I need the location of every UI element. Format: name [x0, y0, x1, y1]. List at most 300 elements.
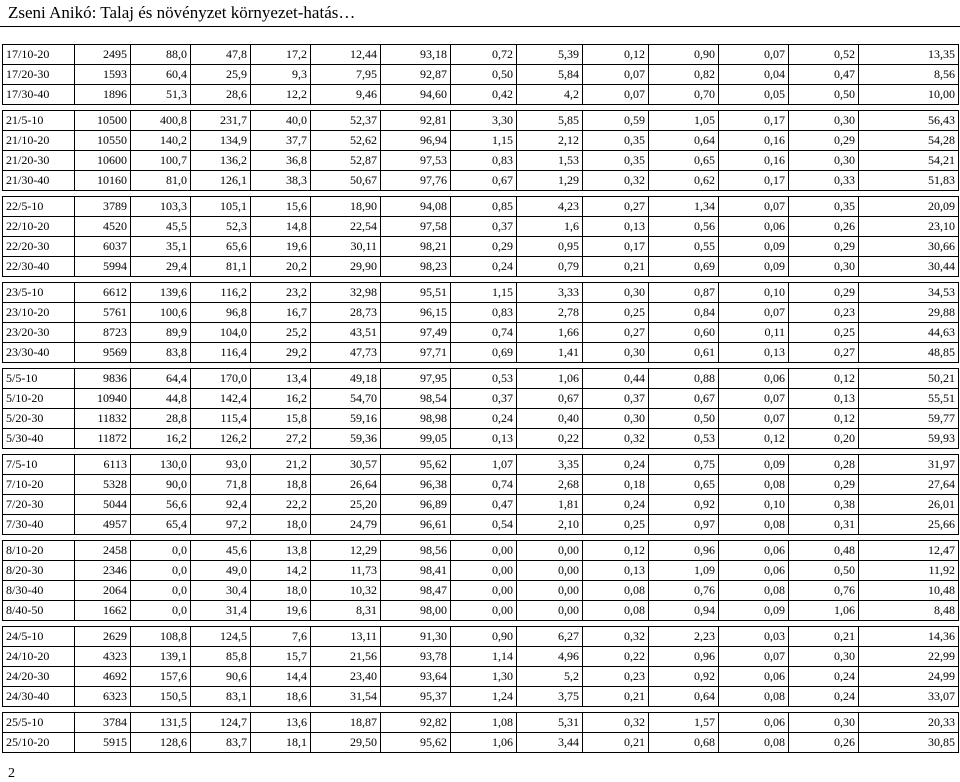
value-cell: 0,16: [719, 151, 789, 171]
value-cell: 25,66: [859, 515, 959, 535]
value-cell: 0,27: [583, 197, 649, 217]
value-cell: 18,6: [251, 687, 311, 707]
value-cell: 93,64: [381, 667, 451, 687]
value-cell: 0,88: [649, 369, 719, 389]
value-cell: 0,65: [649, 475, 719, 495]
value-cell: 0,00: [517, 541, 583, 561]
value-cell: 10,48: [859, 581, 959, 601]
value-cell: 14,2: [251, 561, 311, 581]
table-row: [3, 733, 959, 753]
value-cell: 103,3: [131, 197, 191, 217]
sample-id-cell: 7/30-40: [3, 515, 75, 535]
value-cell: 95,62: [381, 733, 451, 753]
value-cell: 0,30: [583, 283, 649, 303]
value-cell: 0,64: [649, 131, 719, 151]
value-cell: 88,0: [131, 45, 191, 65]
value-cell: 3789: [75, 197, 131, 217]
value-cell: 60,4: [131, 65, 191, 85]
value-cell: 94,08: [381, 197, 451, 217]
value-cell: 93,78: [381, 647, 451, 667]
value-cell: 14,4: [251, 667, 311, 687]
value-cell: 97,2: [191, 515, 251, 535]
value-cell: 0,33: [789, 171, 859, 191]
value-cell: 0,12: [789, 369, 859, 389]
value-cell: 0,08: [719, 475, 789, 495]
table-row: [3, 131, 959, 151]
sample-id-cell: 5/20-30: [3, 409, 75, 429]
value-cell: 1593: [75, 65, 131, 85]
value-cell: 8,31: [311, 601, 381, 621]
table-row: [3, 475, 959, 495]
sample-id-cell: 17/30-40: [3, 85, 75, 105]
value-cell: 93,18: [381, 45, 451, 65]
value-cell: 0,90: [451, 627, 517, 647]
value-cell: 22,54: [311, 217, 381, 237]
value-cell: 0,29: [789, 237, 859, 257]
value-cell: 0,00: [517, 561, 583, 581]
value-cell: 5,31: [517, 713, 583, 733]
value-cell: 1,66: [517, 323, 583, 343]
value-cell: 2458: [75, 541, 131, 561]
table-row: [3, 217, 959, 237]
value-cell: 0,08: [583, 581, 649, 601]
value-cell: 4,96: [517, 647, 583, 667]
value-cell: 0,09: [719, 237, 789, 257]
value-cell: 0,37: [451, 217, 517, 237]
value-cell: 0,70: [649, 85, 719, 105]
sample-id-cell: 17/10-20: [3, 45, 75, 65]
value-cell: 3784: [75, 713, 131, 733]
value-cell: 1,05: [649, 111, 719, 131]
value-cell: 0,83: [451, 303, 517, 323]
value-cell: 4,23: [517, 197, 583, 217]
value-cell: 0,09: [719, 455, 789, 475]
value-cell: 10500: [75, 111, 131, 131]
value-cell: 116,4: [191, 343, 251, 363]
value-cell: 231,7: [191, 111, 251, 131]
value-cell: 0,75: [649, 455, 719, 475]
value-cell: 1,57: [649, 713, 719, 733]
value-cell: 0,52: [789, 45, 859, 65]
value-cell: 96,8: [191, 303, 251, 323]
value-cell: 14,8: [251, 217, 311, 237]
value-cell: 54,70: [311, 389, 381, 409]
value-cell: 59,36: [311, 429, 381, 449]
value-cell: 5,84: [517, 65, 583, 85]
value-cell: 1,06: [789, 601, 859, 621]
value-cell: 2064: [75, 581, 131, 601]
value-cell: 98,56: [381, 541, 451, 561]
table-row: [3, 495, 959, 515]
value-cell: 0,23: [583, 667, 649, 687]
value-cell: 0,0: [131, 601, 191, 621]
value-cell: 51,3: [131, 85, 191, 105]
value-cell: 28,6: [191, 85, 251, 105]
value-cell: 2,78: [517, 303, 583, 323]
value-cell: 0,47: [451, 495, 517, 515]
value-cell: 21,56: [311, 647, 381, 667]
value-cell: 0,06: [719, 217, 789, 237]
value-cell: 47,8: [191, 45, 251, 65]
value-cell: 2,12: [517, 131, 583, 151]
value-cell: 0,30: [789, 257, 859, 277]
value-cell: 59,16: [311, 409, 381, 429]
value-cell: 0,29: [789, 475, 859, 495]
value-cell: 0,00: [517, 601, 583, 621]
table-row: [3, 283, 959, 303]
value-cell: 25,20: [311, 495, 381, 515]
value-cell: 56,6: [131, 495, 191, 515]
value-cell: 19,6: [251, 601, 311, 621]
value-cell: 0,22: [583, 647, 649, 667]
table-row: [3, 111, 959, 131]
table-row: [3, 151, 959, 171]
value-cell: 0,76: [789, 581, 859, 601]
value-cell: 2495: [75, 45, 131, 65]
table-row: [3, 171, 959, 191]
value-cell: 0,00: [451, 601, 517, 621]
table-row: [3, 303, 959, 323]
value-cell: 170,0: [191, 369, 251, 389]
value-cell: 30,66: [859, 237, 959, 257]
table-row: [3, 647, 959, 667]
value-cell: 96,94: [381, 131, 451, 151]
sample-id-cell: 7/20-30: [3, 495, 75, 515]
value-cell: 15,8: [251, 409, 311, 429]
value-cell: 1,15: [451, 283, 517, 303]
sample-id-cell: 23/20-30: [3, 323, 75, 343]
value-cell: 98,98: [381, 409, 451, 429]
value-cell: 0,37: [451, 389, 517, 409]
value-cell: 15,7: [251, 647, 311, 667]
value-cell: 51,83: [859, 171, 959, 191]
table-row: [3, 667, 959, 687]
sample-id-cell: 22/30-40: [3, 257, 75, 277]
value-cell: 98,41: [381, 561, 451, 581]
value-cell: 1662: [75, 601, 131, 621]
value-cell: 2,10: [517, 515, 583, 535]
page-header-title: Zseni Anikó: Talaj és növényzet környezet-hatás…: [8, 3, 356, 22]
sample-id-cell: 17/20-30: [3, 65, 75, 85]
value-cell: 128,6: [131, 733, 191, 753]
value-cell: 13,6: [251, 713, 311, 733]
value-cell: 31,54: [311, 687, 381, 707]
value-cell: 6037: [75, 237, 131, 257]
sample-id-cell: 5/5-10: [3, 369, 75, 389]
value-cell: 0,24: [451, 257, 517, 277]
value-cell: 26,64: [311, 475, 381, 495]
value-cell: 0,07: [719, 389, 789, 409]
value-cell: 0,25: [583, 515, 649, 535]
value-cell: 0,29: [451, 237, 517, 257]
value-cell: 47,73: [311, 343, 381, 363]
value-cell: 0,13: [583, 561, 649, 581]
value-cell: 10,32: [311, 581, 381, 601]
value-cell: 0,04: [719, 65, 789, 85]
value-cell: 136,2: [191, 151, 251, 171]
value-cell: 10600: [75, 151, 131, 171]
value-cell: 1,6: [517, 217, 583, 237]
value-cell: 0,30: [789, 151, 859, 171]
value-cell: 0,09: [719, 601, 789, 621]
value-cell: 0,29: [789, 283, 859, 303]
value-cell: 1,24: [451, 687, 517, 707]
value-cell: 4957: [75, 515, 131, 535]
value-cell: 95,37: [381, 687, 451, 707]
value-cell: 92,81: [381, 111, 451, 131]
value-cell: 12,44: [311, 45, 381, 65]
value-cell: 0,74: [451, 475, 517, 495]
value-cell: 0,76: [649, 581, 719, 601]
value-cell: 0,13: [789, 389, 859, 409]
sample-id-cell: 7/5-10: [3, 455, 75, 475]
value-cell: 45,6: [191, 541, 251, 561]
value-cell: 83,7: [191, 733, 251, 753]
value-cell: 52,37: [311, 111, 381, 131]
value-cell: 0,44: [583, 369, 649, 389]
value-cell: 0,07: [719, 409, 789, 429]
value-cell: 0,94: [649, 601, 719, 621]
value-cell: 21,2: [251, 455, 311, 475]
value-cell: 98,47: [381, 581, 451, 601]
value-cell: 0,83: [451, 151, 517, 171]
value-cell: 126,2: [191, 429, 251, 449]
value-cell: 0,67: [649, 389, 719, 409]
value-cell: 0,84: [649, 303, 719, 323]
value-cell: 0,56: [649, 217, 719, 237]
value-cell: 20,09: [859, 197, 959, 217]
value-cell: 31,4: [191, 601, 251, 621]
value-cell: 5,2: [517, 667, 583, 687]
value-cell: 0,38: [789, 495, 859, 515]
value-cell: 0,00: [451, 541, 517, 561]
value-cell: 13,35: [859, 45, 959, 65]
value-cell: 0,67: [451, 171, 517, 191]
value-cell: 12,2: [251, 85, 311, 105]
value-cell: 0,35: [789, 197, 859, 217]
value-cell: 97,76: [381, 171, 451, 191]
value-cell: 5328: [75, 475, 131, 495]
value-cell: 97,71: [381, 343, 451, 363]
value-cell: 83,1: [191, 687, 251, 707]
value-cell: 6323: [75, 687, 131, 707]
table-row: [3, 541, 959, 561]
value-cell: 25,9: [191, 65, 251, 85]
value-cell: 0,06: [719, 541, 789, 561]
value-cell: 0,17: [583, 237, 649, 257]
value-cell: 0,60: [649, 323, 719, 343]
data-table: [2, 44, 959, 753]
value-cell: 28,73: [311, 303, 381, 323]
value-cell: 0,69: [451, 343, 517, 363]
table-row: [3, 687, 959, 707]
value-cell: 0,17: [719, 171, 789, 191]
value-cell: 0,96: [649, 647, 719, 667]
value-cell: 400,8: [131, 111, 191, 131]
value-cell: 20,33: [859, 713, 959, 733]
sample-id-cell: 8/10-20: [3, 541, 75, 561]
value-cell: 37,7: [251, 131, 311, 151]
value-cell: 11,73: [311, 561, 381, 581]
value-cell: 99,05: [381, 429, 451, 449]
value-cell: 0,27: [789, 343, 859, 363]
value-cell: 29,50: [311, 733, 381, 753]
value-cell: 89,9: [131, 323, 191, 343]
value-cell: 27,64: [859, 475, 959, 495]
value-cell: 0,35: [583, 131, 649, 151]
sample-id-cell: 8/20-30: [3, 561, 75, 581]
value-cell: 65,4: [131, 515, 191, 535]
value-cell: 0,30: [789, 647, 859, 667]
value-cell: 0,32: [583, 713, 649, 733]
sample-id-cell: 5/30-40: [3, 429, 75, 449]
sample-id-cell: 21/30-40: [3, 171, 75, 191]
table-row: [3, 323, 959, 343]
value-cell: 97,58: [381, 217, 451, 237]
value-cell: 139,1: [131, 647, 191, 667]
value-cell: 48,85: [859, 343, 959, 363]
value-cell: 94,60: [381, 85, 451, 105]
value-cell: 5994: [75, 257, 131, 277]
value-cell: 0,08: [719, 687, 789, 707]
value-cell: 27,2: [251, 429, 311, 449]
value-cell: 30,85: [859, 733, 959, 753]
value-cell: 0,35: [583, 151, 649, 171]
sample-id-cell: 7/10-20: [3, 475, 75, 495]
value-cell: 116,2: [191, 283, 251, 303]
value-cell: 18,8: [251, 475, 311, 495]
value-cell: 38,3: [251, 171, 311, 191]
value-cell: 11,92: [859, 561, 959, 581]
value-cell: 140,2: [131, 131, 191, 151]
value-cell: 4,2: [517, 85, 583, 105]
value-cell: 35,1: [131, 237, 191, 257]
value-cell: 0,48: [789, 541, 859, 561]
value-cell: 1,06: [517, 369, 583, 389]
value-cell: 22,2: [251, 495, 311, 515]
value-cell: 0,08: [583, 601, 649, 621]
value-cell: 50,21: [859, 369, 959, 389]
value-cell: 52,87: [311, 151, 381, 171]
value-cell: 0,10: [719, 495, 789, 515]
value-cell: 98,21: [381, 237, 451, 257]
value-cell: 0,03: [719, 627, 789, 647]
value-cell: 13,11: [311, 627, 381, 647]
page-number: 2: [8, 766, 15, 781]
value-cell: 100,6: [131, 303, 191, 323]
value-cell: 0,68: [649, 733, 719, 753]
value-cell: 30,44: [859, 257, 959, 277]
value-cell: 0,24: [583, 495, 649, 515]
value-cell: 44,8: [131, 389, 191, 409]
value-cell: 0,32: [583, 429, 649, 449]
value-cell: 0,37: [583, 389, 649, 409]
value-cell: 56,43: [859, 111, 959, 131]
value-cell: 15,6: [251, 197, 311, 217]
value-cell: 0,06: [719, 713, 789, 733]
value-cell: 17,2: [251, 45, 311, 65]
value-cell: 96,89: [381, 495, 451, 515]
value-cell: 81,1: [191, 257, 251, 277]
value-cell: 0,06: [719, 369, 789, 389]
value-cell: 1,81: [517, 495, 583, 515]
value-cell: 49,0: [191, 561, 251, 581]
value-cell: 0,07: [719, 197, 789, 217]
value-cell: 5,85: [517, 111, 583, 131]
value-cell: 0,32: [583, 171, 649, 191]
value-cell: 3,44: [517, 733, 583, 753]
value-cell: 71,8: [191, 475, 251, 495]
value-cell: 8,56: [859, 65, 959, 85]
table-row: [3, 65, 959, 85]
value-cell: 31,97: [859, 455, 959, 475]
value-cell: 0,79: [517, 257, 583, 277]
value-cell: 3,33: [517, 283, 583, 303]
value-cell: 12,29: [311, 541, 381, 561]
value-cell: 19,6: [251, 237, 311, 257]
value-cell: 4692: [75, 667, 131, 687]
value-cell: 0,30: [789, 713, 859, 733]
value-cell: 1,30: [451, 667, 517, 687]
value-cell: 100,7: [131, 151, 191, 171]
value-cell: 29,90: [311, 257, 381, 277]
value-cell: 90,6: [191, 667, 251, 687]
value-cell: 0,09: [719, 257, 789, 277]
value-cell: 0,87: [649, 283, 719, 303]
value-cell: 1,41: [517, 343, 583, 363]
value-cell: 0,25: [789, 323, 859, 343]
value-cell: 0,07: [583, 65, 649, 85]
value-cell: 0,08: [719, 515, 789, 535]
value-cell: 33,07: [859, 687, 959, 707]
value-cell: 59,77: [859, 409, 959, 429]
table-row: [3, 85, 959, 105]
value-cell: 98,54: [381, 389, 451, 409]
value-cell: 11832: [75, 409, 131, 429]
value-cell: 18,90: [311, 197, 381, 217]
value-cell: 0,50: [649, 409, 719, 429]
value-cell: 0,90: [649, 45, 719, 65]
value-cell: 9836: [75, 369, 131, 389]
value-cell: 1,06: [451, 733, 517, 753]
sample-id-cell: 8/30-40: [3, 581, 75, 601]
value-cell: 6,27: [517, 627, 583, 647]
value-cell: 83,8: [131, 343, 191, 363]
value-cell: 25,2: [251, 323, 311, 343]
value-cell: 16,2: [131, 429, 191, 449]
value-cell: 0,08: [719, 581, 789, 601]
value-cell: 6612: [75, 283, 131, 303]
value-cell: 0,12: [719, 429, 789, 449]
table-row: [3, 369, 959, 389]
value-cell: 9569: [75, 343, 131, 363]
value-cell: 0,54: [451, 515, 517, 535]
value-cell: 16,7: [251, 303, 311, 323]
value-cell: 0,85: [451, 197, 517, 217]
value-cell: 40,0: [251, 111, 311, 131]
value-cell: 3,75: [517, 687, 583, 707]
value-cell: 0,97: [649, 515, 719, 535]
value-cell: 1,29: [517, 171, 583, 191]
value-cell: 1896: [75, 85, 131, 105]
value-cell: 0,05: [719, 85, 789, 105]
value-cell: 0,24: [583, 455, 649, 475]
value-cell: 0,59: [583, 111, 649, 131]
value-cell: 0,29: [789, 131, 859, 151]
value-cell: 1,07: [451, 455, 517, 475]
value-cell: 0,10: [719, 283, 789, 303]
value-cell: 0,13: [451, 429, 517, 449]
